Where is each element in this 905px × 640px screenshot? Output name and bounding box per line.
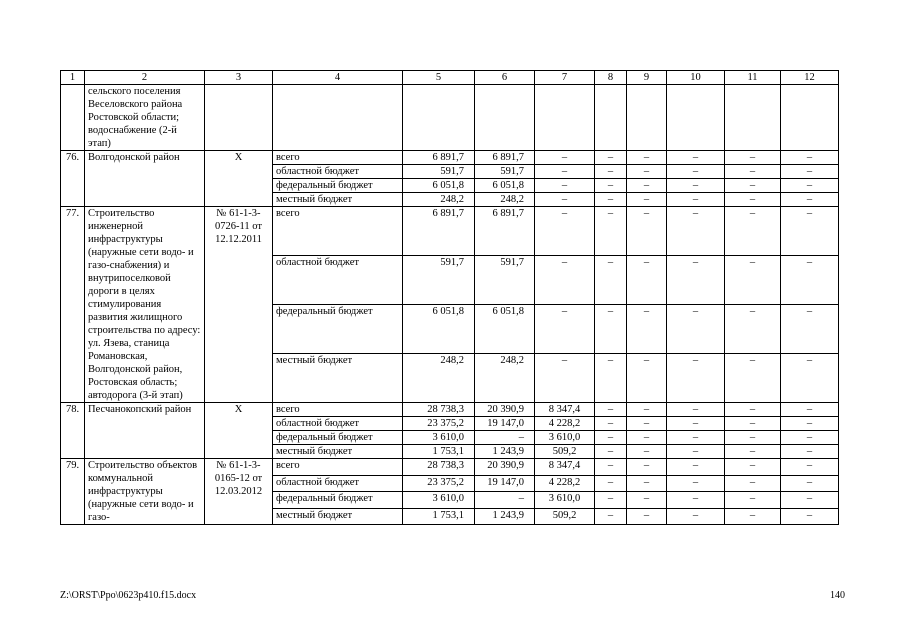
value-cell: – bbox=[595, 256, 627, 305]
value-cell: – bbox=[475, 431, 535, 445]
value-cell: 6 891,7 bbox=[475, 207, 535, 256]
value-cell: 591,7 bbox=[475, 256, 535, 305]
value-cell: – bbox=[595, 179, 627, 193]
funding-source: областной бюджет bbox=[273, 256, 403, 305]
value-cell: – bbox=[667, 403, 725, 417]
value-cell: – bbox=[595, 403, 627, 417]
value-cell: 591,7 bbox=[475, 165, 535, 179]
value-cell: – bbox=[595, 459, 627, 476]
value-cell: 23 375,2 bbox=[403, 417, 475, 431]
value-cell: 1 243,9 bbox=[475, 445, 535, 459]
value-cell: 509,2 bbox=[535, 445, 595, 459]
value-cell: 6 051,8 bbox=[403, 179, 475, 193]
col-header: 2 bbox=[85, 71, 205, 85]
funding-source: федеральный бюджет bbox=[273, 431, 403, 445]
object-name: Песчанокопский район bbox=[85, 403, 205, 459]
funding-source: федеральный бюджет bbox=[273, 492, 403, 509]
value-cell: 4 228,2 bbox=[535, 475, 595, 492]
value-cell: – bbox=[627, 459, 667, 476]
value-cell: 6 891,7 bbox=[403, 151, 475, 165]
value-cell: – bbox=[781, 459, 839, 476]
object-name: Строительство объектов коммунальной инфраструктуры (наружные сети водо- и газо- bbox=[85, 459, 205, 525]
value-cell: – bbox=[781, 492, 839, 509]
value-cell: – bbox=[781, 417, 839, 431]
funding-source: областной бюджет bbox=[273, 475, 403, 492]
funding-source: всего bbox=[273, 151, 403, 165]
value-cell: – bbox=[535, 305, 595, 354]
value-cell: – bbox=[725, 305, 781, 354]
funding-source: местный бюджет bbox=[273, 445, 403, 459]
value-cell: 248,2 bbox=[475, 193, 535, 207]
value-cell: – bbox=[627, 256, 667, 305]
value-cell: – bbox=[667, 508, 725, 525]
value-cell: – bbox=[667, 305, 725, 354]
footer-page-number: 140 bbox=[830, 590, 845, 601]
value-cell: – bbox=[627, 403, 667, 417]
value-cell: – bbox=[667, 354, 725, 403]
funding-source: местный бюджет bbox=[273, 508, 403, 525]
value-cell: – bbox=[535, 179, 595, 193]
value-cell: – bbox=[595, 354, 627, 403]
value-cell: – bbox=[627, 151, 667, 165]
value-cell: – bbox=[667, 193, 725, 207]
row-number: 79. bbox=[61, 459, 85, 525]
funding-source: всего bbox=[273, 459, 403, 476]
value-cell: – bbox=[667, 492, 725, 509]
value-cell: – bbox=[667, 417, 725, 431]
value-cell: – bbox=[627, 417, 667, 431]
value-cell: – bbox=[725, 256, 781, 305]
value-cell: 19 147,0 bbox=[475, 475, 535, 492]
col-header: 4 bbox=[273, 71, 403, 85]
col-header: 11 bbox=[725, 71, 781, 85]
value-cell: – bbox=[725, 354, 781, 403]
value-cell: 6 051,8 bbox=[475, 179, 535, 193]
value-cell: – bbox=[595, 417, 627, 431]
funding-source: областной бюджет bbox=[273, 165, 403, 179]
table-row bbox=[61, 207, 839, 256]
funding-source: федеральный бюджет bbox=[273, 305, 403, 354]
value-cell: – bbox=[667, 445, 725, 459]
col-header: 12 bbox=[781, 71, 839, 85]
row-number: 78. bbox=[61, 403, 85, 459]
value-cell: – bbox=[667, 165, 725, 179]
value-cell: 1 243,9 bbox=[475, 508, 535, 525]
document-ref: № 61-1-3-0165-12 от 12.03.2012 bbox=[205, 459, 273, 525]
value-cell: – bbox=[627, 165, 667, 179]
value-cell: 248,2 bbox=[403, 354, 475, 403]
value-cell: – bbox=[725, 492, 781, 509]
object-name: сельского поселения Веселовского района Ростовской области; водоснабжение (2-й этап) bbox=[85, 85, 205, 151]
value-cell: – bbox=[627, 207, 667, 256]
value-cell: 8 347,4 bbox=[535, 403, 595, 417]
value-cell: 3 610,0 bbox=[403, 492, 475, 509]
value-cell: – bbox=[725, 151, 781, 165]
value-cell: – bbox=[725, 403, 781, 417]
value-cell: – bbox=[595, 165, 627, 179]
value-cell: – bbox=[781, 179, 839, 193]
value-cell: – bbox=[595, 508, 627, 525]
value-cell: 4 228,2 bbox=[535, 417, 595, 431]
value-cell: – bbox=[595, 445, 627, 459]
value-cell: 6 051,8 bbox=[475, 305, 535, 354]
value-cell: – bbox=[535, 354, 595, 403]
value-cell: 20 390,9 bbox=[475, 459, 535, 476]
value-cell: – bbox=[595, 492, 627, 509]
value-cell: – bbox=[781, 165, 839, 179]
value-cell: 3 610,0 bbox=[535, 492, 595, 509]
value-cell: – bbox=[535, 165, 595, 179]
value-cell: – bbox=[595, 475, 627, 492]
table-row-continuation bbox=[61, 85, 839, 151]
value-cell: – bbox=[725, 475, 781, 492]
value-cell: 6 051,8 bbox=[403, 305, 475, 354]
table-row bbox=[61, 459, 839, 476]
value-cell: – bbox=[595, 207, 627, 256]
header-row bbox=[61, 71, 839, 85]
funding-source: местный бюджет bbox=[273, 354, 403, 403]
value-cell: 28 738,3 bbox=[403, 403, 475, 417]
value-cell: 591,7 bbox=[403, 256, 475, 305]
value-cell: – bbox=[781, 445, 839, 459]
value-cell: 20 390,9 bbox=[475, 403, 535, 417]
value-cell: – bbox=[667, 207, 725, 256]
funding-source: местный бюджет bbox=[273, 193, 403, 207]
value-cell: 248,2 bbox=[475, 354, 535, 403]
value-cell: – bbox=[781, 403, 839, 417]
value-cell: 1 753,1 bbox=[403, 508, 475, 525]
value-cell: – bbox=[725, 165, 781, 179]
col-header: 3 bbox=[205, 71, 273, 85]
value-cell: – bbox=[781, 354, 839, 403]
value-cell: – bbox=[535, 207, 595, 256]
funding-source: федеральный бюджет bbox=[273, 179, 403, 193]
value-cell: – bbox=[725, 445, 781, 459]
budget-table bbox=[60, 70, 839, 525]
table-row bbox=[61, 151, 839, 165]
col-header: 7 bbox=[535, 71, 595, 85]
col-header: 6 bbox=[475, 71, 535, 85]
value-cell: – bbox=[781, 193, 839, 207]
value-cell: – bbox=[627, 492, 667, 509]
value-cell: – bbox=[475, 492, 535, 509]
document-ref: № 61-1-3-0726-11 от 12.12.2011 bbox=[205, 207, 273, 403]
value-cell: – bbox=[781, 431, 839, 445]
value-cell: – bbox=[595, 193, 627, 207]
funding-source: всего bbox=[273, 403, 403, 417]
value-cell: – bbox=[725, 193, 781, 207]
value-cell: – bbox=[725, 207, 781, 256]
value-cell: – bbox=[667, 179, 725, 193]
value-cell: – bbox=[781, 207, 839, 256]
funding-source: всего bbox=[273, 207, 403, 256]
value-cell: – bbox=[725, 508, 781, 525]
value-cell: 28 738,3 bbox=[403, 459, 475, 476]
value-cell: – bbox=[595, 305, 627, 354]
value-cell: – bbox=[627, 193, 667, 207]
value-cell: – bbox=[535, 151, 595, 165]
footer-file-path: Z:\ORST\Ppo\0623p410.f15.docx bbox=[60, 590, 197, 601]
value-cell: – bbox=[781, 475, 839, 492]
object-name: Волгодонской район bbox=[85, 151, 205, 207]
value-cell: – bbox=[781, 508, 839, 525]
value-cell: – bbox=[781, 256, 839, 305]
value-cell: 248,2 bbox=[403, 193, 475, 207]
table-row bbox=[61, 403, 839, 417]
value-cell: – bbox=[535, 256, 595, 305]
row-number: 77. bbox=[61, 207, 85, 403]
value-cell: – bbox=[725, 459, 781, 476]
col-header: 8 bbox=[595, 71, 627, 85]
value-cell: – bbox=[595, 431, 627, 445]
value-cell: 6 891,7 bbox=[403, 207, 475, 256]
value-cell: 3 610,0 bbox=[403, 431, 475, 445]
row-number: 76. bbox=[61, 151, 85, 207]
value-cell: – bbox=[667, 475, 725, 492]
col-header: 1 bbox=[61, 71, 85, 85]
value-cell: – bbox=[627, 445, 667, 459]
value-cell: – bbox=[627, 475, 667, 492]
value-cell: – bbox=[667, 256, 725, 305]
value-cell: – bbox=[535, 193, 595, 207]
value-cell: 509,2 bbox=[535, 508, 595, 525]
object-name: Строительство инженерной инфраструктуры (наружные сети водо- и газо-снабжения) и внутрипоселковой дороги в целях стимулирования развития жилищного строительства по адресу: ул. Язева, станица Романовская, Волгодонской район, Ростовская область; автодорога (3-й этап) bbox=[85, 207, 205, 403]
document-ref: Х bbox=[205, 151, 273, 207]
value-cell: – bbox=[627, 431, 667, 445]
value-cell: – bbox=[781, 151, 839, 165]
value-cell: – bbox=[781, 305, 839, 354]
value-cell: 591,7 bbox=[403, 165, 475, 179]
value-cell: – bbox=[667, 151, 725, 165]
col-header: 10 bbox=[667, 71, 725, 85]
value-cell: – bbox=[667, 459, 725, 476]
document-ref: Х bbox=[205, 403, 273, 459]
col-header: 9 bbox=[627, 71, 667, 85]
value-cell: – bbox=[667, 431, 725, 445]
value-cell: – bbox=[627, 305, 667, 354]
value-cell: – bbox=[725, 431, 781, 445]
value-cell: – bbox=[725, 179, 781, 193]
value-cell: – bbox=[627, 508, 667, 525]
value-cell: 3 610,0 bbox=[535, 431, 595, 445]
value-cell: – bbox=[595, 151, 627, 165]
value-cell: 23 375,2 bbox=[403, 475, 475, 492]
value-cell: – bbox=[627, 179, 667, 193]
value-cell: – bbox=[627, 354, 667, 403]
col-header: 5 bbox=[403, 71, 475, 85]
funding-source: областной бюджет bbox=[273, 417, 403, 431]
value-cell: 6 891,7 bbox=[475, 151, 535, 165]
value-cell: – bbox=[725, 417, 781, 431]
value-cell: 19 147,0 bbox=[475, 417, 535, 431]
value-cell: 1 753,1 bbox=[403, 445, 475, 459]
value-cell: 8 347,4 bbox=[535, 459, 595, 476]
